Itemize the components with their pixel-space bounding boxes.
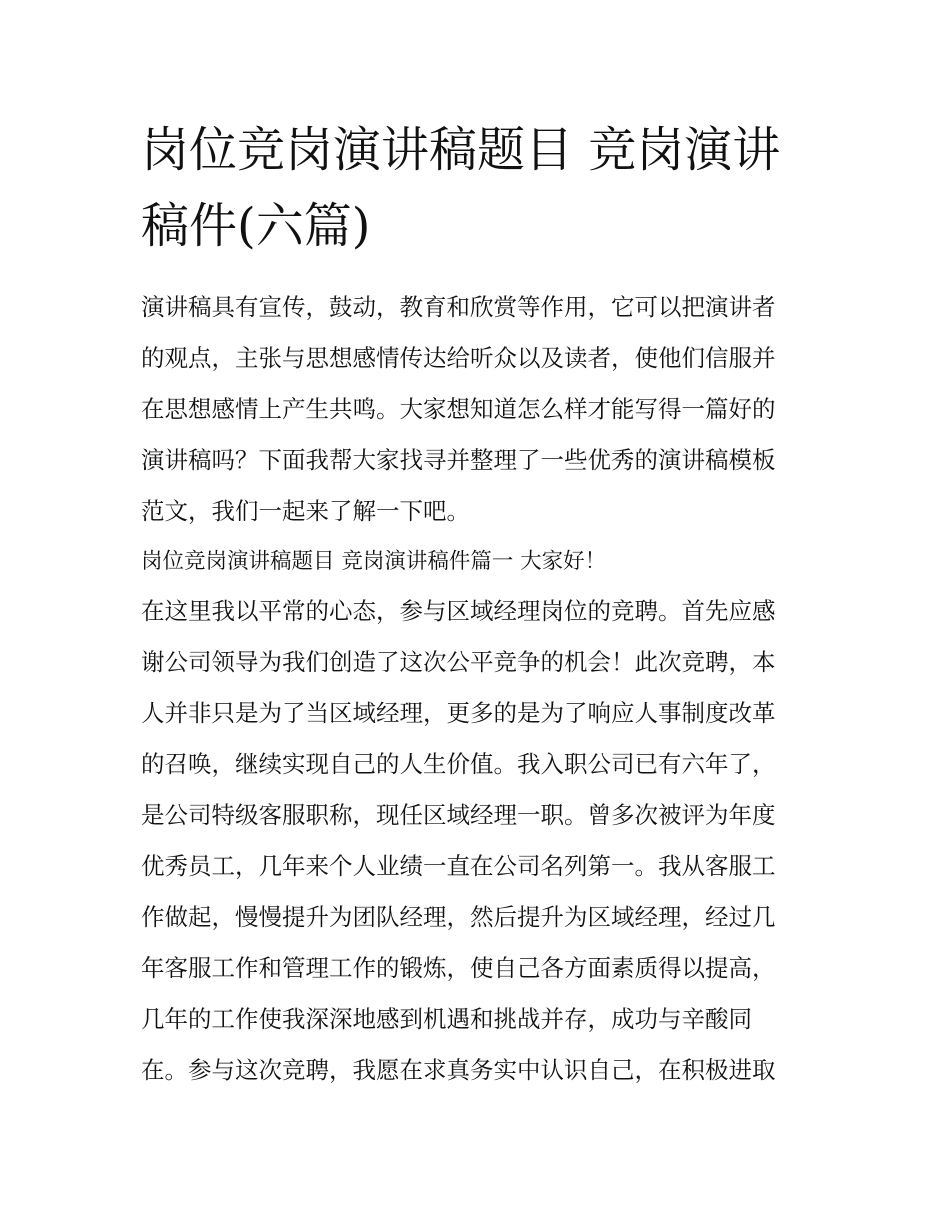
body-line: 在。参与这次竞聘，我愿在求真务实中认识自己，在积极进取: [141, 1056, 776, 1084]
body-line: 几年的工作使我深深地感到机遇和挑战并存，成功与辛酸同: [141, 1005, 752, 1033]
body-line: 年客服工作和管理工作的锻炼，使自己各方面素质得以提高，: [141, 954, 776, 982]
intro-line: 演讲稿吗？下面我帮大家找寻并整理了一些优秀的演讲稿模板: [141, 446, 776, 474]
intro-line: 演讲稿具有宣传，鼓动，教育和欣赏等作用，它可以把演讲者: [141, 293, 776, 321]
intro-line: 的观点，主张与思想感情传达给听众以及读者，使他们信服并: [141, 344, 776, 372]
section-heading: 岗位竞岗演讲稿题目 竞岗演讲稿件篇一 大家好！: [141, 549, 607, 574]
document-title: [141, 112, 811, 264]
document-content: [141, 112, 811, 1096]
body-line: 谢公司领导为我们创造了这次公平竞争的机会！此次竞聘，本: [141, 648, 776, 676]
intro-line: 在思想感情上产生共鸣。大家想知道怎么样才能写得一篇好的: [141, 395, 776, 423]
body-line: 在这里我以平常的心态，参与区域经理岗位的竞聘。首先应感: [141, 597, 776, 625]
title-line: 岗位竞岗演讲稿题目 竞岗演讲: [141, 122, 781, 178]
body-line: 优秀员工，几年来个人业绩一直在公司名列第一。我从客服工: [141, 852, 776, 880]
title-line: 稿件(六篇): [141, 198, 371, 254]
body-line: 人并非只是为了当区域经理，更多的是为了响应人事制度改革: [141, 699, 776, 727]
body-line: 作做起，慢慢提升为团队经理，然后提升为区域经理，经过几: [141, 903, 776, 931]
body-line: 的召唤，继续实现自己的人生价值。我入职公司已有六年了，: [141, 750, 776, 778]
intro-paragraph: [141, 282, 811, 537]
intro-line: 范文，我们一起来了解一下吧。: [141, 497, 470, 525]
body-paragraph: [141, 586, 811, 1096]
body-line: 是公司特级客服职称，现任区域经理一职。曾多次被评为年度: [141, 801, 776, 829]
